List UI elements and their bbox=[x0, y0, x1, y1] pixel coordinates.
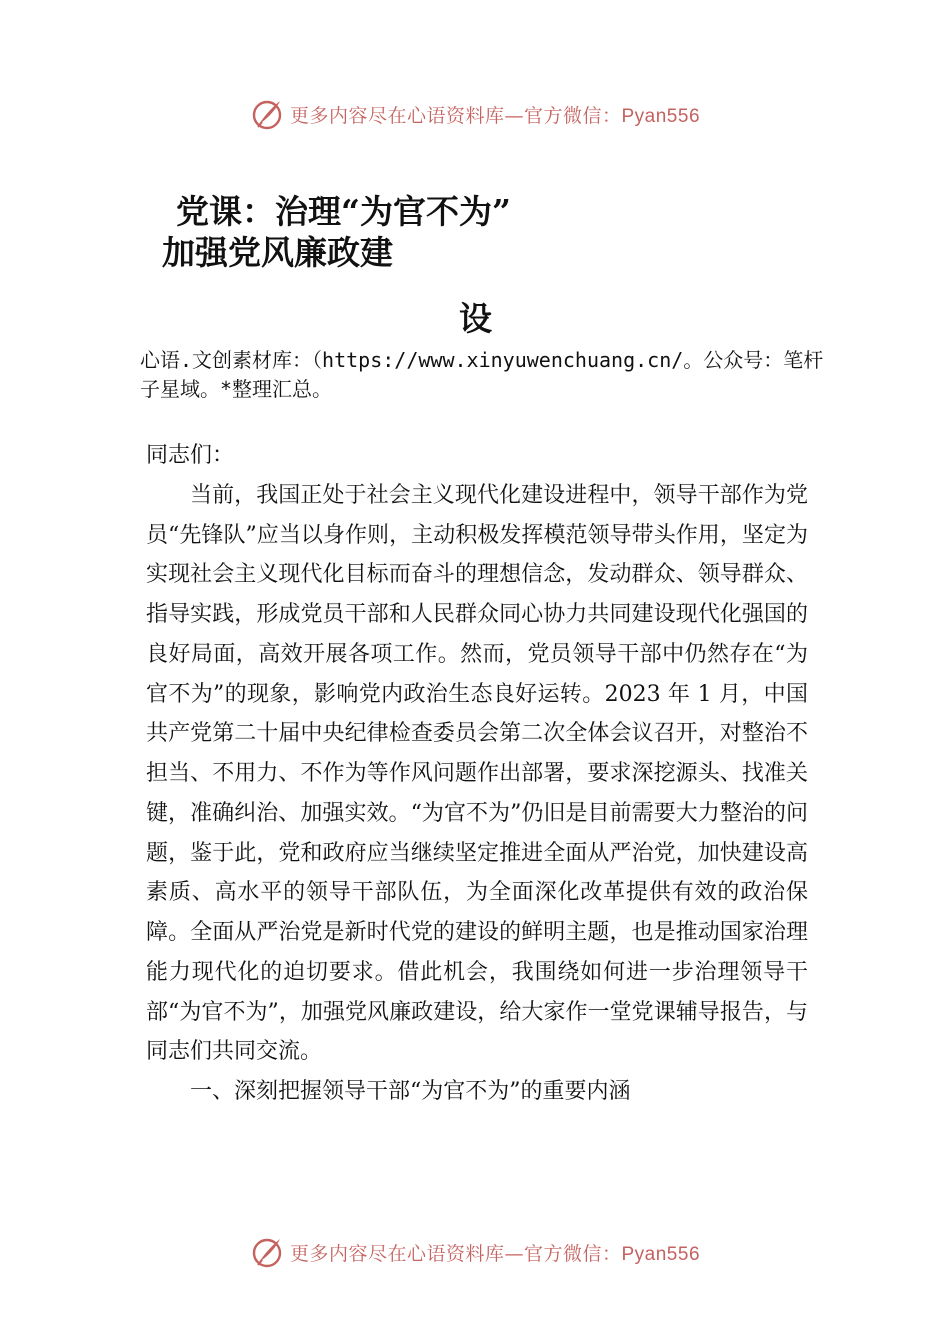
greeting: 同志们： bbox=[146, 443, 235, 468]
watermark-text: 更多内容尽在心语资料库—官方微信： bbox=[289, 104, 622, 127]
document-title-line-2: 加强党风廉政建 bbox=[162, 233, 393, 272]
document-title-line-3: 设 bbox=[459, 299, 492, 338]
section-heading-1: 一、深刻把握领导干部“为官不为”的重要内涵 bbox=[190, 1079, 631, 1104]
watermark-handle: Pyan556 bbox=[621, 105, 701, 127]
quill-pen-circle-icon bbox=[250, 1235, 284, 1269]
watermark-text: 更多内容尽在心语资料库—官方微信： bbox=[289, 1242, 622, 1265]
document-body bbox=[146, 436, 808, 1112]
watermark-handle: Pyan556 bbox=[621, 1243, 701, 1265]
quill-pen-circle-icon bbox=[250, 97, 284, 131]
source-note: 心语.文创素材库：（https://www.xinyuwenchuang.cn/。公众号：笔杆子星域。*整理汇总。 bbox=[140, 348, 824, 401]
header-watermark bbox=[0, 94, 950, 134]
document-title-line-1: 党课：治理“为官不为” bbox=[176, 192, 511, 231]
footer-watermark bbox=[0, 1232, 950, 1272]
paragraph-1: 当前，我国正处于社会主义现代化建设进程中，领导干部作为党员“先锋队”应当以身作则，主动积极发挥模范领导带头作用，坚定为实现社会主义现代化目标而奋斗的理想信念，发动群众、领导群众、指导实践，形成党员干部和人民群众同心协力共同建设现代化强国的良好局面，高效开展各项工作。然而，党员领导干部中仍然存在“为官不为”的现象，影响党内政治生态良好运转。2023 年 1 月，中国共产党第二十届中央纪律检查委员会第二次全体会议召开，对整治不担当、不用力、不作为等作风问题作出部署，要求深挖源头、找准关键，准确纠治、加强实效。“为官不为”仍旧是目前需要大力整治的问题，鉴于此，党和政府应当继续坚定推进全面从严治党，加快建设高素质、高水平的领导干部队伍，为全面深化改革提供有效的政治保障。全面从严治党是新时代党的建设的鲜明主题，也是推动国家治理能力现代化的迫切要求。借此机会，我围绕如何进一步治理领导干部“为官不为”，加强党风廉政建设，给大家作一堂党课辅导报告，与同志们共同交流。 bbox=[146, 482, 808, 1065]
